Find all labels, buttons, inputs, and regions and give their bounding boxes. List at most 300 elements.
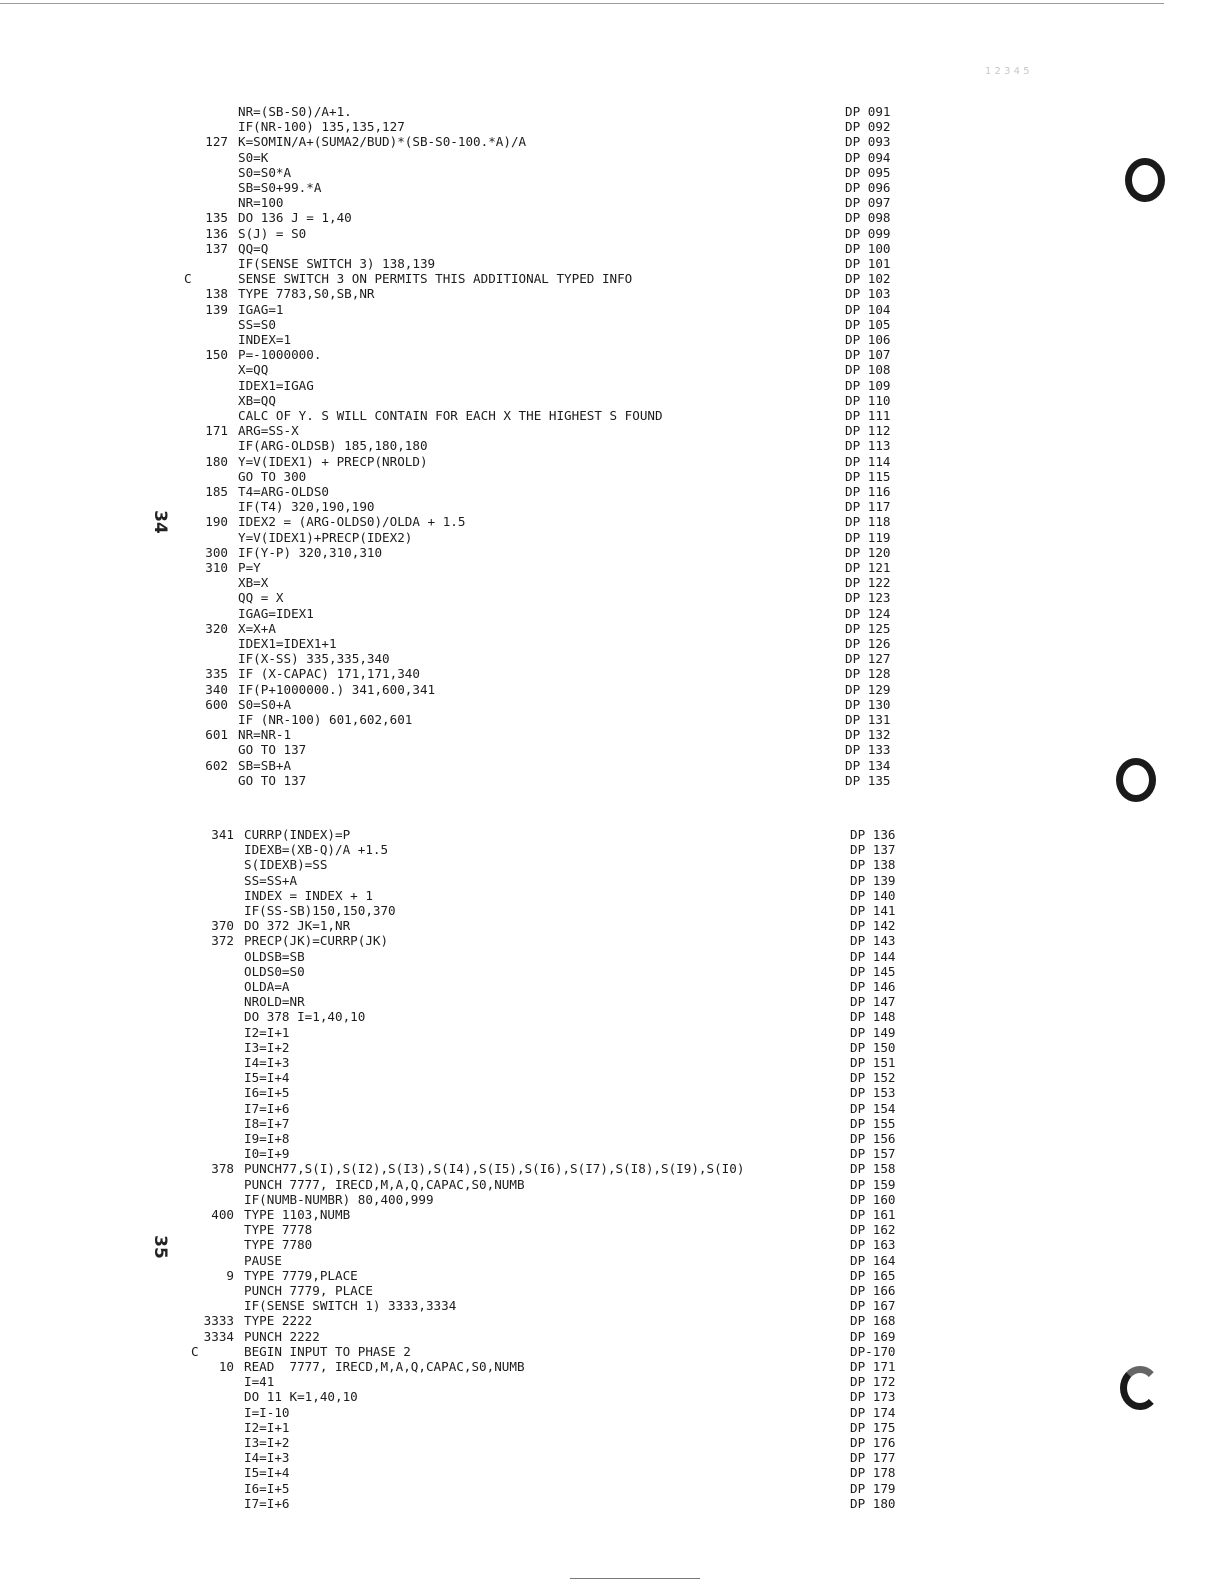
code-line bbox=[0, 842, 1224, 857]
statement-text: INDEX = INDEX + 1 bbox=[244, 887, 373, 903]
statement-label: 138 bbox=[205, 286, 228, 302]
sequence-number: DP 114 bbox=[845, 453, 891, 469]
statement-text: NR=NR-1 bbox=[238, 727, 292, 743]
statement-text: I=I-10 bbox=[244, 1404, 290, 1420]
sequence-number: DP 096 bbox=[845, 180, 891, 195]
statement-text: OLDA=A bbox=[244, 979, 290, 994]
sequence-number: DP 119 bbox=[845, 529, 891, 545]
sequence-number: DP 158 bbox=[850, 1161, 896, 1177]
page-bottom-rule bbox=[570, 1578, 700, 1579]
code-line bbox=[0, 560, 1224, 575]
statement-text: SB=SB+A bbox=[238, 757, 292, 773]
code-line bbox=[0, 150, 1224, 165]
code-line bbox=[0, 1192, 1224, 1207]
code-line bbox=[0, 651, 1224, 666]
statement-text: Y=V(IDEX1) + PRECP(NROLD) bbox=[238, 453, 428, 469]
sequence-number: DP 097 bbox=[845, 195, 891, 211]
sequence-number: DP 104 bbox=[845, 301, 891, 317]
statement-label: 320 bbox=[205, 620, 228, 636]
code-line bbox=[0, 362, 1224, 377]
sequence-number: DP 129 bbox=[845, 681, 891, 697]
statement-label: 601 bbox=[205, 727, 228, 743]
sequence-number: DP 133 bbox=[845, 742, 891, 758]
statement-text: NR=100 bbox=[238, 195, 284, 211]
sequence-number: DP 177 bbox=[850, 1450, 896, 1466]
statement-text: DO 372 JK=1,NR bbox=[244, 918, 351, 934]
statement-label: 335 bbox=[205, 666, 228, 682]
sequence-number: DP 174 bbox=[850, 1404, 896, 1420]
sequence-number: DP 110 bbox=[845, 392, 891, 408]
sequence-number: DP 140 bbox=[850, 887, 896, 903]
binder-hole-middle bbox=[1116, 758, 1156, 802]
code-line bbox=[0, 857, 1224, 872]
statement-text: BEGIN INPUT TO PHASE 2 bbox=[244, 1343, 411, 1359]
sequence-number: DP 127 bbox=[845, 651, 891, 667]
statement-text: READ 7777, IRECD,M,A,Q,CAPAC,S0,NUMB bbox=[244, 1359, 525, 1374]
sequence-number: DP 178 bbox=[850, 1465, 896, 1481]
sequence-number: DP 131 bbox=[845, 712, 891, 727]
statement-text: GO TO 137 bbox=[238, 742, 307, 758]
code-line bbox=[0, 438, 1224, 453]
sequence-number: DP 154 bbox=[850, 1100, 896, 1116]
sequence-number: DP 141 bbox=[850, 903, 896, 918]
statement-text: PAUSE bbox=[244, 1252, 282, 1268]
sequence-number: DP 116 bbox=[845, 484, 891, 499]
statement-text: IF(SENSE SWITCH 1) 3333,3334 bbox=[244, 1298, 457, 1314]
statement-label: 341 bbox=[211, 827, 234, 842]
statement-text: QQ = X bbox=[238, 590, 284, 606]
statement-text: IDEXB=(XB-Q)/A +1.5 bbox=[244, 842, 389, 858]
statement-label: 3333 bbox=[203, 1313, 234, 1329]
sequence-number: DP 176 bbox=[850, 1435, 896, 1450]
code-line bbox=[0, 1025, 1224, 1040]
statement-text: SENSE SWITCH 3 ON PERMITS THIS ADDITIONAL TYPED INFO bbox=[238, 271, 633, 287]
statement-text: IF (X-CAPAC) 171,171,340 bbox=[238, 666, 420, 682]
statement-text: ARG=SS-X bbox=[238, 423, 299, 439]
sequence-number: DP 146 bbox=[850, 979, 896, 994]
code-line bbox=[0, 226, 1224, 241]
statement-text: DO 136 J = 1,40 bbox=[238, 210, 352, 226]
statement-text: I0=I+9 bbox=[244, 1146, 290, 1162]
statement-text: I6=I+5 bbox=[244, 1480, 290, 1496]
statement-text: PUNCH 7777, IRECD,M,A,Q,CAPAC,S0,NUMB bbox=[244, 1176, 525, 1192]
sequence-number: DP 136 bbox=[850, 827, 896, 842]
code-line bbox=[0, 256, 1224, 271]
code-line bbox=[0, 1055, 1224, 1070]
statement-text: X=QQ bbox=[238, 362, 269, 378]
statement-text: S0=S0+A bbox=[238, 696, 292, 712]
code-line bbox=[0, 712, 1224, 727]
code-line bbox=[0, 933, 1224, 948]
sequence-number: DP 169 bbox=[850, 1328, 896, 1344]
statement-text: TYPE 1103,NUMB bbox=[244, 1207, 351, 1222]
statement-text: IDEX1=IDEX1+1 bbox=[238, 636, 337, 651]
code-line bbox=[0, 1450, 1224, 1465]
code-line bbox=[0, 347, 1224, 362]
sequence-number: DP 180 bbox=[850, 1495, 896, 1511]
sequence-number: DP 105 bbox=[845, 316, 891, 332]
code-line bbox=[0, 408, 1224, 423]
code-line bbox=[0, 454, 1224, 469]
statement-text: IF(P+1000000.) 341,600,341 bbox=[238, 681, 436, 697]
sequence-number: DP 093 bbox=[845, 134, 891, 150]
sequence-number: DP 137 bbox=[850, 842, 896, 858]
statement-label: 310 bbox=[205, 560, 228, 575]
sequence-number: DP 120 bbox=[845, 544, 891, 560]
code-line bbox=[0, 903, 1224, 918]
statement-text: TYPE 7779,PLACE bbox=[244, 1267, 358, 1283]
sequence-number: DP 144 bbox=[850, 948, 896, 964]
statement-text: GO TO 300 bbox=[238, 468, 307, 484]
code-line bbox=[0, 1237, 1224, 1252]
statement-text: OLDS0=S0 bbox=[244, 963, 305, 979]
sequence-number: DP 123 bbox=[845, 590, 891, 606]
sequence-number: DP 092 bbox=[845, 119, 891, 135]
sequence-number: DP 175 bbox=[850, 1419, 896, 1435]
statement-text: I5=I+4 bbox=[244, 1070, 290, 1086]
sequence-number: DP 095 bbox=[845, 164, 891, 180]
statement-text: XB=X bbox=[238, 575, 269, 591]
statement-text: TYPE 7778 bbox=[244, 1222, 313, 1238]
sequence-number: DP 103 bbox=[845, 286, 891, 302]
statement-text: PUNCH77,S(I),S(I2),S(I3),S(I4),S(I5),S(I6),S(I7),S(I8),S(I9),S(I0) bbox=[244, 1161, 745, 1177]
statement-text: S(J) = S0 bbox=[238, 225, 307, 241]
page-number-35: 35 bbox=[149, 1235, 170, 1259]
code-line bbox=[0, 484, 1224, 499]
statement-text: IF (NR-100) 601,602,601 bbox=[238, 712, 413, 727]
statement-text: I3=I+2 bbox=[244, 1039, 290, 1055]
sequence-number: DP 124 bbox=[845, 605, 891, 621]
statement-label: 180 bbox=[205, 453, 228, 469]
sequence-number: DP 163 bbox=[850, 1237, 896, 1253]
sequence-number: DP 149 bbox=[850, 1024, 896, 1040]
sequence-number: DP 168 bbox=[850, 1313, 896, 1329]
sequence-number: DP 164 bbox=[850, 1252, 896, 1268]
sequence-number: DP 148 bbox=[850, 1009, 896, 1025]
statement-text: OLDSB=SB bbox=[244, 948, 305, 964]
code-line bbox=[0, 1435, 1224, 1450]
code-line bbox=[0, 1116, 1224, 1131]
code-line bbox=[0, 1496, 1224, 1511]
statement-text: CALC OF Y. S WILL CONTAIN FOR EACH X THE HIGHEST S FOUND bbox=[238, 408, 663, 423]
sequence-number: DP 113 bbox=[845, 438, 891, 454]
code-line bbox=[0, 636, 1224, 651]
sequence-number: DP 125 bbox=[845, 620, 891, 636]
statement-text: I4=I+3 bbox=[244, 1450, 290, 1466]
statement-label: 135 bbox=[205, 210, 228, 226]
page-number-34: 34 bbox=[149, 510, 170, 534]
sequence-number: DP 139 bbox=[850, 872, 896, 888]
sequence-number: DP 132 bbox=[845, 727, 891, 743]
statement-text: IDEX2 = (ARG-OLDS0)/OLDA + 1.5 bbox=[238, 514, 466, 530]
code-line bbox=[0, 1420, 1224, 1435]
code-line bbox=[0, 1070, 1224, 1085]
statement-label: 190 bbox=[205, 514, 228, 530]
code-line bbox=[0, 873, 1224, 888]
binder-hole-top bbox=[1125, 158, 1165, 202]
code-line bbox=[0, 271, 1224, 286]
statement-text: NROLD=NR bbox=[244, 994, 305, 1010]
sequence-number: DP 150 bbox=[850, 1039, 896, 1055]
sequence-number: DP 142 bbox=[850, 918, 896, 934]
statement-label: 139 bbox=[205, 301, 228, 317]
code-line bbox=[0, 423, 1224, 438]
sequence-number: DP 099 bbox=[845, 225, 891, 241]
sequence-number: DP 121 bbox=[845, 560, 891, 575]
sequence-number: DP 118 bbox=[845, 514, 891, 530]
statement-text: IF(T4) 320,190,190 bbox=[238, 499, 375, 515]
sequence-number: DP 091 bbox=[845, 104, 891, 119]
statement-text: TYPE 7780 bbox=[244, 1237, 313, 1253]
sequence-number: DP 107 bbox=[845, 347, 891, 363]
statement-text: I7=I+6 bbox=[244, 1100, 290, 1116]
statement-label: 378 bbox=[211, 1161, 234, 1177]
sequence-number: DP 172 bbox=[850, 1374, 896, 1390]
statement-label: 602 bbox=[205, 757, 228, 773]
code-line bbox=[0, 979, 1224, 994]
statement-text: DO 378 I=1,40,10 bbox=[244, 1009, 366, 1025]
code-line bbox=[0, 697, 1224, 712]
statement-text: IF(NUMB-NUMBR) 80,400,999 bbox=[244, 1191, 434, 1207]
code-line bbox=[0, 1481, 1224, 1496]
statement-label: 9 bbox=[226, 1267, 234, 1283]
code-line bbox=[0, 827, 1224, 842]
code-line bbox=[0, 1298, 1224, 1313]
statement-text: I9=I+8 bbox=[244, 1131, 290, 1146]
statement-text: P=Y bbox=[238, 560, 261, 575]
code-line bbox=[0, 1329, 1224, 1344]
statement-label: 136 bbox=[205, 225, 228, 241]
sequence-number: DP 135 bbox=[845, 772, 891, 788]
statement-text: S0=S0*A bbox=[238, 164, 292, 180]
statement-label: 300 bbox=[205, 544, 228, 560]
sequence-number: DP 145 bbox=[850, 963, 896, 979]
statement-text: PUNCH 7779, PLACE bbox=[244, 1283, 373, 1298]
code-line bbox=[0, 888, 1224, 903]
code-line bbox=[0, 332, 1224, 347]
statement-label: 127 bbox=[205, 134, 228, 150]
code-line bbox=[0, 1101, 1224, 1116]
code-line bbox=[0, 469, 1224, 484]
sequence-number: DP 106 bbox=[845, 332, 891, 347]
code-line bbox=[0, 1222, 1224, 1237]
statement-text: SB=S0+99.*A bbox=[238, 180, 322, 195]
statement-text: SS=SS+A bbox=[244, 872, 298, 888]
code-line bbox=[0, 1161, 1224, 1176]
code-line bbox=[0, 727, 1224, 742]
statement-label: 600 bbox=[205, 696, 228, 712]
statement-text: IF(Y-P) 320,310,310 bbox=[238, 544, 383, 560]
binder-hole-bottom bbox=[1120, 1366, 1160, 1410]
statement-text: PUNCH 2222 bbox=[244, 1328, 320, 1344]
sequence-number: DP 115 bbox=[845, 468, 891, 484]
statement-label: 185 bbox=[205, 484, 228, 499]
statement-text: IF(ARG-OLDSB) 185,180,180 bbox=[238, 438, 428, 454]
statement-text: IF(X-SS) 335,335,340 bbox=[238, 651, 390, 667]
code-line bbox=[0, 1283, 1224, 1298]
statement-text: I5=I+4 bbox=[244, 1465, 290, 1481]
sequence-number: DP 100 bbox=[845, 240, 891, 256]
statement-text: TYPE 7783,S0,SB,NR bbox=[238, 286, 375, 302]
code-line bbox=[0, 1253, 1224, 1268]
sequence-number: DP 171 bbox=[850, 1359, 896, 1374]
code-line bbox=[0, 918, 1224, 933]
statement-text: INDEX=1 bbox=[238, 332, 292, 347]
code-line bbox=[0, 994, 1224, 1009]
sequence-number: DP 160 bbox=[850, 1191, 896, 1207]
code-line bbox=[0, 1465, 1224, 1480]
statement-text: IGAG=1 bbox=[238, 301, 284, 317]
sequence-number: DP-170 bbox=[850, 1343, 896, 1359]
sequence-number: DP 117 bbox=[845, 499, 891, 515]
sequence-number: DP 179 bbox=[850, 1480, 896, 1496]
code-line bbox=[0, 1313, 1224, 1328]
statement-text: T4=ARG-OLDS0 bbox=[238, 484, 329, 499]
code-line bbox=[0, 1374, 1224, 1389]
code-line bbox=[0, 1405, 1224, 1420]
code-line bbox=[0, 682, 1224, 697]
code-line bbox=[0, 742, 1224, 757]
code-line bbox=[0, 378, 1224, 393]
statement-text: IF(NR-100) 135,135,127 bbox=[238, 119, 405, 135]
statement-text: DO 11 K=1,40,10 bbox=[244, 1389, 358, 1405]
statement-text: I6=I+5 bbox=[244, 1085, 290, 1101]
statement-text: I2=I+1 bbox=[244, 1419, 290, 1435]
code-line bbox=[0, 1009, 1224, 1024]
code-line bbox=[0, 1389, 1224, 1404]
statement-label: 10 bbox=[218, 1359, 234, 1374]
statement-label: 400 bbox=[211, 1207, 234, 1222]
code-line bbox=[0, 575, 1224, 590]
statement-text: CURRP(INDEX)=P bbox=[244, 827, 351, 842]
sequence-number: DP 112 bbox=[845, 423, 891, 439]
code-line bbox=[0, 1040, 1224, 1055]
code-line bbox=[0, 590, 1224, 605]
statement-text: I7=I+6 bbox=[244, 1495, 290, 1511]
code-line bbox=[0, 666, 1224, 681]
statement-label: 150 bbox=[205, 347, 228, 363]
statement-text: I=41 bbox=[244, 1374, 275, 1390]
sequence-number: DP 134 bbox=[845, 757, 891, 773]
statement-text: IF(SS-SB)150,150,370 bbox=[244, 903, 396, 918]
code-line bbox=[0, 195, 1224, 210]
sequence-number: DP 167 bbox=[850, 1298, 896, 1314]
code-line bbox=[0, 104, 1224, 119]
statement-text: Y=V(IDEX1)+PRECP(IDEX2) bbox=[238, 529, 413, 545]
code-line bbox=[0, 621, 1224, 636]
statement-text: NR=(SB-S0)/A+1. bbox=[238, 104, 352, 119]
code-line bbox=[0, 499, 1224, 514]
sequence-number: DP 152 bbox=[850, 1070, 896, 1086]
sequence-number: DP 155 bbox=[850, 1115, 896, 1131]
sequence-number: DP 101 bbox=[845, 256, 891, 271]
code-line bbox=[0, 530, 1224, 545]
code-line bbox=[0, 964, 1224, 979]
faint-top-right-mark: 1 2 3 4 5 bbox=[985, 66, 1030, 77]
page-top-rule bbox=[0, 3, 1164, 4]
statement-text: TYPE 2222 bbox=[244, 1313, 313, 1329]
statement-text: I2=I+1 bbox=[244, 1024, 290, 1040]
sequence-number: DP 098 bbox=[845, 210, 891, 226]
code-line bbox=[0, 758, 1224, 773]
statement-label: 372 bbox=[211, 933, 234, 949]
statement-label: 340 bbox=[205, 681, 228, 697]
code-line bbox=[0, 1146, 1224, 1161]
code-line bbox=[0, 606, 1224, 621]
sequence-number: DP 153 bbox=[850, 1085, 896, 1101]
code-line bbox=[0, 210, 1224, 225]
code-line bbox=[0, 1344, 1224, 1359]
code-line bbox=[0, 1085, 1224, 1100]
code-line bbox=[0, 317, 1224, 332]
sequence-number: DP 151 bbox=[850, 1055, 896, 1070]
sequence-number: DP 102 bbox=[845, 271, 891, 287]
sequence-number: DP 156 bbox=[850, 1131, 896, 1146]
sequence-number: DP 143 bbox=[850, 933, 896, 949]
code-line bbox=[0, 1131, 1224, 1146]
statement-label: 3334 bbox=[203, 1328, 234, 1344]
code-line bbox=[0, 1268, 1224, 1283]
statement-text: IF(SENSE SWITCH 3) 138,139 bbox=[238, 256, 436, 271]
statement-text: PRECP(JK)=CURRP(JK) bbox=[244, 933, 389, 949]
statement-text: IGAG=IDEX1 bbox=[238, 605, 314, 621]
code-line bbox=[0, 165, 1224, 180]
sequence-number: DP 159 bbox=[850, 1176, 896, 1192]
statement-label: 171 bbox=[205, 423, 228, 439]
code-line bbox=[0, 302, 1224, 317]
code-line bbox=[0, 1177, 1224, 1192]
comment-marker: C bbox=[184, 271, 192, 287]
sequence-number: DP 157 bbox=[850, 1146, 896, 1162]
code-line bbox=[0, 180, 1224, 195]
sequence-number: DP 094 bbox=[845, 149, 891, 165]
sequence-number: DP 147 bbox=[850, 994, 896, 1010]
statement-text: I8=I+7 bbox=[244, 1115, 290, 1131]
sequence-number: DP 128 bbox=[845, 666, 891, 682]
sequence-number: DP 165 bbox=[850, 1267, 896, 1283]
sequence-number: DP 108 bbox=[845, 362, 891, 378]
code-line bbox=[0, 949, 1224, 964]
sequence-number: DP 166 bbox=[850, 1283, 896, 1298]
code-line bbox=[0, 1207, 1224, 1222]
code-line bbox=[0, 393, 1224, 408]
sequence-number: DP 126 bbox=[845, 636, 891, 651]
statement-text: QQ=Q bbox=[238, 240, 269, 256]
statement-text: GO TO 137 bbox=[238, 772, 307, 788]
statement-text: S0=K bbox=[238, 149, 269, 165]
sequence-number: DP 122 bbox=[845, 575, 891, 591]
statement-text: S(IDEXB)=SS bbox=[244, 857, 328, 873]
code-line bbox=[0, 134, 1224, 149]
code-line bbox=[0, 241, 1224, 256]
comment-marker: C bbox=[191, 1343, 199, 1359]
code-line bbox=[0, 286, 1224, 301]
statement-text: X=X+A bbox=[238, 620, 276, 636]
statement-text: I3=I+2 bbox=[244, 1435, 290, 1450]
code-line bbox=[0, 773, 1224, 788]
code-line bbox=[0, 545, 1224, 560]
statement-text: P=-1000000. bbox=[238, 347, 322, 363]
statement-label: 370 bbox=[211, 918, 234, 934]
sequence-number: DP 111 bbox=[845, 408, 891, 423]
statement-text: SS=S0 bbox=[238, 316, 276, 332]
sequence-number: DP 130 bbox=[845, 696, 891, 712]
code-line bbox=[0, 514, 1224, 529]
sequence-number: DP 162 bbox=[850, 1222, 896, 1238]
code-line bbox=[0, 119, 1224, 134]
statement-label: 137 bbox=[205, 240, 228, 256]
statement-text: K=SOMIN/A+(SUMA2/BUD)*(SB-S0-100.*A)/A bbox=[238, 134, 527, 150]
